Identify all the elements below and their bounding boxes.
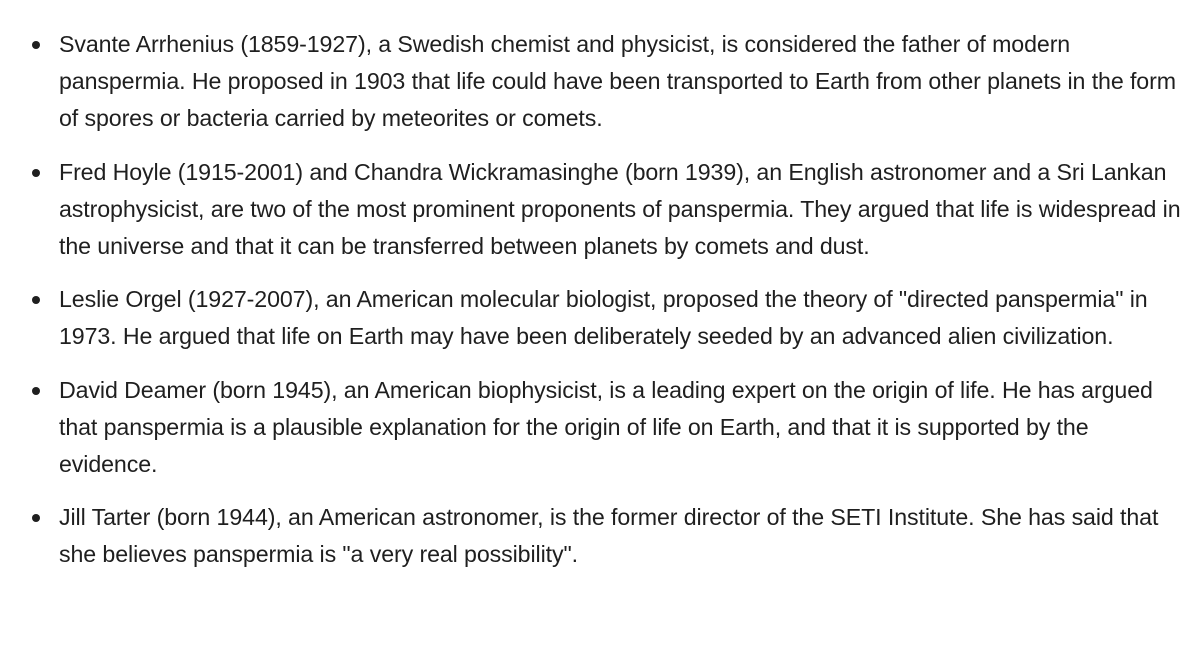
list-item-text: Svante Arrhenius (1859-1927), a Swedish chemist and physicist, is considered the father of modern panspermia. He proposed in 1903 that life could have been transported to Earth from other planets in the form of spores or bacteria carried by meteorites or comets. xyxy=(59,31,1176,132)
list-item-text: Jill Tarter (born 1944), an American astronomer, is the former director of the SETI Institute. She has said that she believes panspermia is "a very real possibility". xyxy=(59,504,1159,568)
list-item xyxy=(0,372,1182,484)
list-item-text: Fred Hoyle (1915-2001) and Chandra Wickramasinghe (born 1939), an English astronomer and a Sri Lankan astrophysicist, are two of the most prominent proponents of panspermia. They argued that life is widespread in the universe and that it can be transferred between planets by comets and dust. xyxy=(59,158,1181,260)
list-item xyxy=(0,499,1182,573)
list-item-text: Leslie Orgel (1927-2007), an American molecular biologist, proposed the theory of "directed panspermia" in 1973. He argued that life on Earth may have been deliberately seeded by an advanced alien civilization. xyxy=(59,286,1148,350)
list-item xyxy=(0,154,1182,266)
bullet-dot-icon xyxy=(32,387,40,395)
bullet-dot-icon xyxy=(32,41,40,49)
list-item xyxy=(0,281,1182,355)
list-item xyxy=(0,26,1182,138)
bullet-dot-icon xyxy=(32,169,40,177)
bullet-list xyxy=(0,26,1182,574)
bullet-dot-icon xyxy=(32,296,40,304)
list-item-text: David Deamer (born 1945), an American biophysicist, is a leading expert on the origin of life. He has argued that panspermia is a plausible explanation for the origin of life on Earth, and that it is supported by the evidence. xyxy=(59,376,1153,478)
bullet-dot-icon xyxy=(32,514,40,522)
